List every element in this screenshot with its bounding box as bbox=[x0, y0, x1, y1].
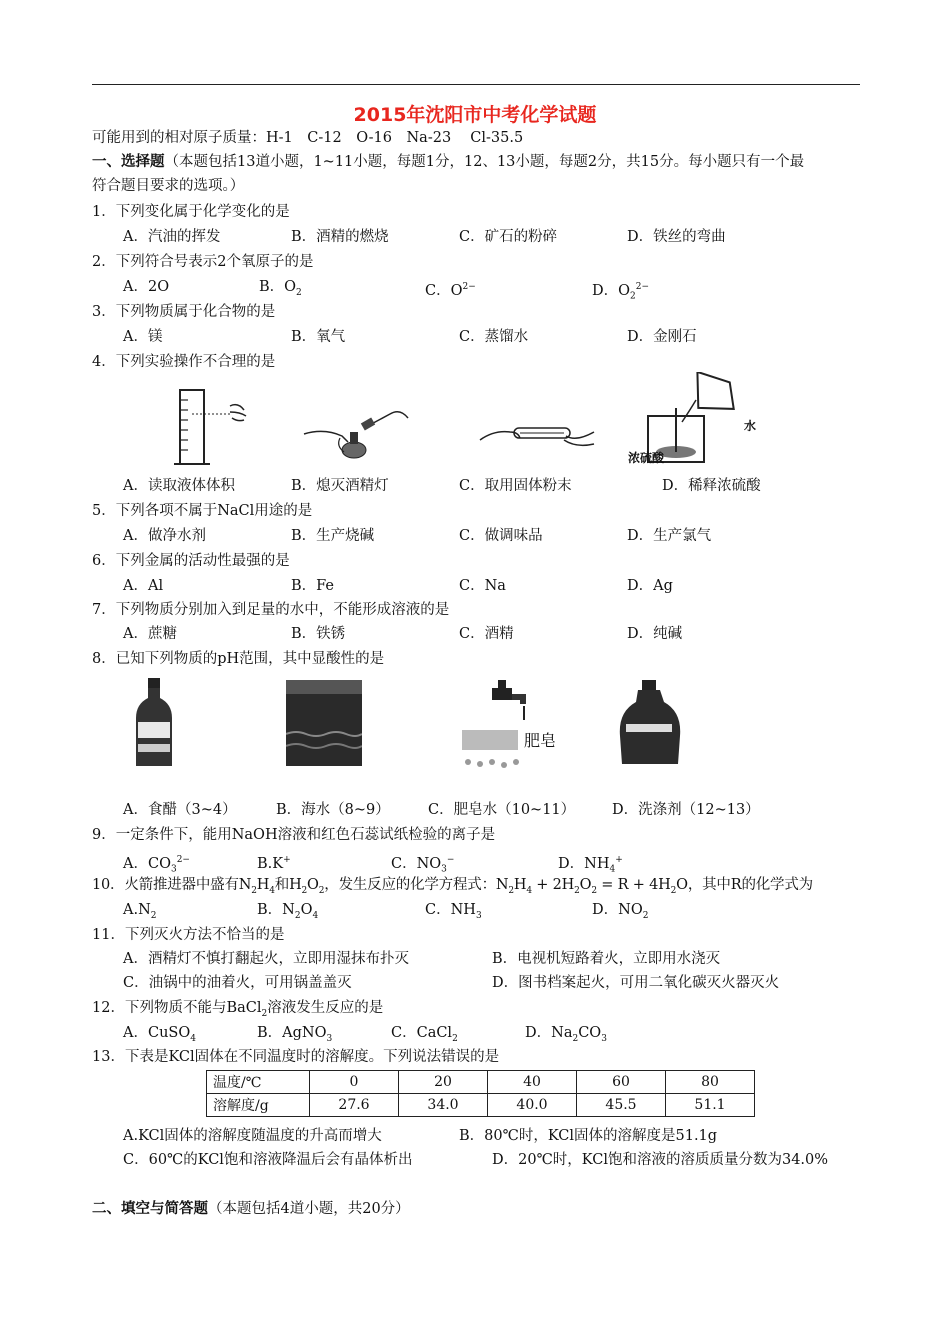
seawater-figure bbox=[286, 680, 362, 766]
section2-heading: 二、填空与简答题 bbox=[92, 1201, 208, 1217]
q5-option-a: A．做净水剂 bbox=[123, 528, 206, 544]
q7-option-d: D．纯碱 bbox=[627, 626, 683, 642]
q4-stem: 4．下列实验操作不合理的是 bbox=[92, 354, 276, 370]
q11-option-d: D．图书档案起火，可用二氧化碳灭火器灭火 bbox=[492, 975, 780, 991]
table-cell: 20 bbox=[399, 1071, 488, 1094]
solubility-header: 溶解度/g bbox=[207, 1094, 310, 1117]
q10-option-d: D．$NO_2$ bbox=[592, 902, 649, 921]
q7-option-b: B．铁锈 bbox=[291, 626, 346, 642]
section1-intro bbox=[92, 152, 804, 172]
q10-stem: 10．火箭推进器中盛有$N_2H_4$和$H_2O_2$，发生反应的化学方程式：$N_2H_4 + 2H_2O_2 = R + 4H_2O$，其中R的化学式为 bbox=[92, 877, 813, 896]
solubility-table bbox=[206, 1070, 755, 1117]
graduated-cylinder-figure bbox=[168, 386, 254, 468]
q11-option-c: C．油锅中的油着火，可用锅盖盖灭 bbox=[123, 975, 352, 991]
atomic-masses: 可能用到的相对原子质量：H-1 C-12 O-16 Na-23 Cl-35.5 bbox=[92, 130, 524, 146]
section1-desc-2: 符合题目要求的选项。） bbox=[92, 178, 245, 194]
q8-option-d: D．洗涤剂（12~13） bbox=[612, 802, 760, 818]
q3-option-c: C．蒸馏水 bbox=[459, 329, 529, 345]
table-row bbox=[207, 1094, 755, 1117]
q10-option-c: C．$NH_3$ bbox=[425, 902, 482, 921]
table-cell: 60 bbox=[577, 1071, 666, 1094]
section1-desc: （本题包括13道小题，1~11小题，每题1分，12、13小题，每题2分，共15分。每小题只有一个最 bbox=[164, 154, 805, 170]
q2-option-a: A．2O bbox=[123, 279, 170, 295]
table-cell: 80 bbox=[666, 1071, 755, 1094]
soap-label: 肥皂 bbox=[524, 731, 557, 750]
table-cell: 51.1 bbox=[666, 1094, 755, 1117]
q2-option-b: B．$O_2$ bbox=[259, 279, 302, 298]
soap-water-figure bbox=[458, 680, 578, 772]
q2-option-c: C．$O^{2-}$ bbox=[425, 282, 476, 299]
q4-option-c: C．取用固体粉末 bbox=[459, 478, 572, 494]
q7-option-c: C．酒精 bbox=[459, 626, 514, 642]
q3-option-d: D．金刚石 bbox=[627, 329, 697, 345]
q9-option-c: C．$NO_3^-$ bbox=[391, 855, 455, 875]
q12-option-b: B．AgNO$_3$ bbox=[257, 1025, 333, 1044]
vinegar-bottle-figure bbox=[132, 676, 176, 768]
q7-stem: 7．下列物质分别加入到足量的水中，不能形成溶液的是 bbox=[92, 602, 450, 618]
q9-option-b: B.K+ bbox=[257, 855, 291, 872]
section1-heading: 一、选择题 bbox=[92, 154, 165, 170]
table-cell: 27.6 bbox=[310, 1094, 399, 1117]
q1-option-c: C．矿石的粉碎 bbox=[459, 229, 558, 245]
section2-desc: （本题包括4道小题，共20分） bbox=[208, 1201, 410, 1217]
q6-option-d: D．Ag bbox=[627, 578, 673, 594]
q12-option-d: D．$Na_2CO_3$ bbox=[525, 1025, 607, 1044]
q5-option-d: D．生产氯气 bbox=[627, 528, 712, 544]
q13-stem: 13．下表是KCl固体在不同温度时的溶解度。下列说法错误的是 bbox=[92, 1049, 500, 1065]
q4-option-a: A．读取液体体积 bbox=[123, 478, 235, 494]
q12-stem: 12．下列物质不能与BaCl$_2$溶液发生反应的是 bbox=[92, 1000, 384, 1019]
q6-option-a: A．Al bbox=[123, 578, 164, 594]
q9-stem: 9．一定条件下，能用NaOH溶液和红色石蕊试纸检验的离子是 bbox=[92, 827, 496, 843]
temperature-header: 温度/℃ bbox=[207, 1071, 310, 1094]
section2-intro bbox=[92, 1199, 410, 1219]
q5-stem: 5．下列各项不属于NaCl用途的是 bbox=[92, 503, 313, 519]
q13-option-c: C．60℃的KCl饱和溶液降温后会有晶体析出 bbox=[123, 1152, 413, 1168]
q7-option-a: A．蔗糖 bbox=[123, 626, 177, 642]
q8-option-b: B．海水（8~9） bbox=[276, 802, 390, 818]
q3-option-b: B．氧气 bbox=[291, 329, 346, 345]
q5-option-c: C．做调味品 bbox=[459, 528, 543, 544]
table-cell: 40.0 bbox=[488, 1094, 577, 1117]
q6-option-c: C．Na bbox=[459, 578, 506, 594]
header-rule bbox=[92, 84, 860, 85]
q9-option-a: A．$CO_3^{2-}$ bbox=[123, 855, 190, 875]
q10-option-a: $A.N_2$ bbox=[123, 902, 157, 921]
q13-option-d: D．20℃时，KCl饱和溶液的溶质质量分数为34.0% bbox=[492, 1152, 829, 1168]
detergent-bottle-figure bbox=[616, 680, 684, 768]
q4-option-d: D．稀释浓硫酸 bbox=[662, 478, 761, 494]
table-row bbox=[207, 1071, 755, 1094]
q2-option-d: D．$O_2^{2-}$ bbox=[592, 282, 650, 302]
q6-option-b: B．Fe bbox=[291, 578, 335, 594]
q6-stem: 6．下列金属的活动性最强的是 bbox=[92, 553, 290, 569]
q3-option-a: A．镁 bbox=[123, 329, 163, 345]
q9-option-d: D．$NH_4^+$ bbox=[558, 855, 623, 875]
q8-stem: 8．已知下列物质的pH范围，其中显酸性的是 bbox=[92, 651, 385, 667]
alcohol-lamp-figure bbox=[300, 398, 412, 468]
q8-option-a: A．食醋（3~4） bbox=[123, 802, 237, 818]
q8-option-c: C．肥皂水（10~11） bbox=[428, 802, 576, 818]
q3-stem: 3．下列物质属于化合物的是 bbox=[92, 304, 276, 320]
table-cell: 34.0 bbox=[399, 1094, 488, 1117]
page-title: 2015年沈阳市中考化学试题 bbox=[353, 104, 597, 126]
q4-option-b: B．熄灭酒精灯 bbox=[291, 478, 389, 494]
q1-option-d: D．铁丝的弯曲 bbox=[627, 229, 726, 245]
q12-option-c: C．CaCl$_2$ bbox=[391, 1025, 458, 1044]
q2-stem: 2．下列符合号表示2个氧原子的是 bbox=[92, 254, 314, 270]
table-cell: 45.5 bbox=[577, 1094, 666, 1117]
dilute-acid-figure bbox=[624, 372, 774, 468]
water-label: 水 bbox=[744, 419, 757, 433]
concentrated-acid-label: 浓硫酸 bbox=[628, 451, 665, 465]
solid-powder-figure bbox=[476, 410, 600, 454]
q13-option-a: A.KCl固体的溶解度随温度的升高而增大 bbox=[123, 1128, 382, 1144]
q13-option-b: B．80℃时，KCl固体的溶解度是51.1g bbox=[459, 1128, 718, 1144]
table-cell: 0 bbox=[310, 1071, 399, 1094]
q5-option-b: B．生产烧碱 bbox=[291, 528, 375, 544]
q11-option-a: A．酒精灯不慎打翻起火，立即用湿抹布扑灭 bbox=[123, 951, 409, 967]
q11-stem: 11．下列灭火方法不恰当的是 bbox=[92, 927, 285, 943]
q1-option-a: A．汽油的挥发 bbox=[123, 229, 221, 245]
table-cell: 40 bbox=[488, 1071, 577, 1094]
q10-option-b: B．$N_2O_4$ bbox=[257, 902, 319, 921]
q12-option-a: A．CuSO$_4$ bbox=[123, 1025, 196, 1044]
q1-stem: 1．下列变化属于化学变化的是 bbox=[92, 204, 290, 220]
q1-option-b: B．酒精的燃烧 bbox=[291, 229, 389, 245]
q11-option-b: B．电视机短路着火，立即用水浇灭 bbox=[492, 951, 721, 967]
